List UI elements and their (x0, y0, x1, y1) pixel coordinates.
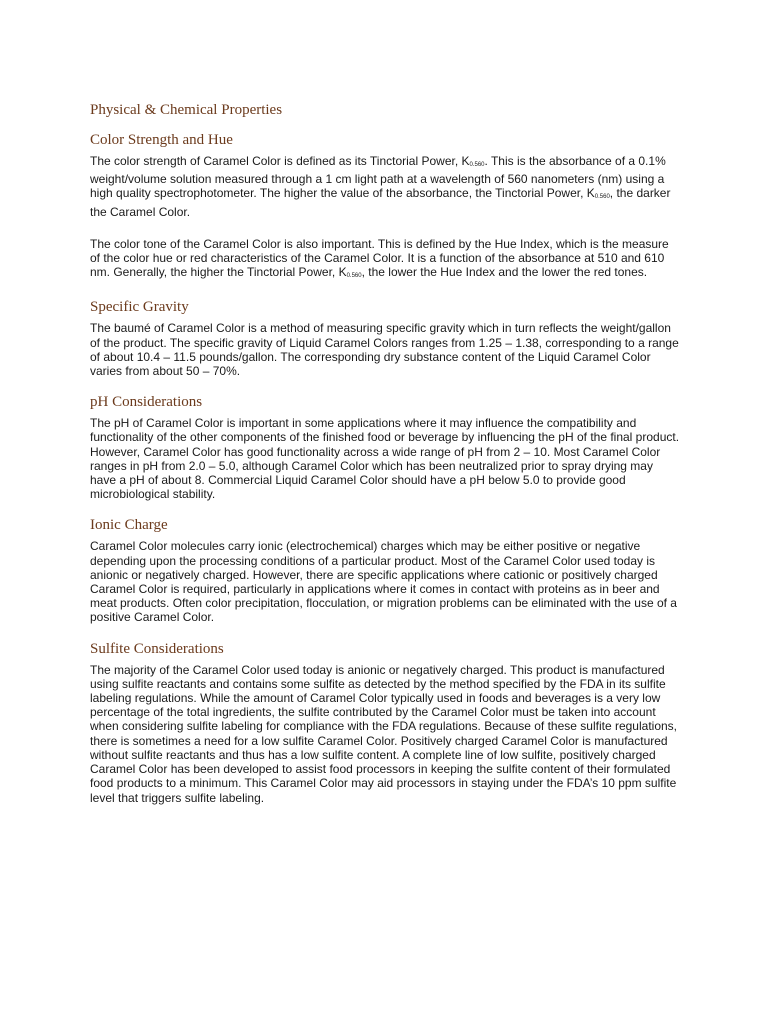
paragraph: The color strength of Caramel Color is defined as its Tinctorial Power, $K_{0.560}$. This is the absorbance of a 0.1% weight/volume solution measured through a 1 cm light path at a wavelength of 560 nanometers (nm) using a high quality spectrophotometer. The higher the value of the absorbance, the Tinctorial Power, $K_{0.560}$, the darker the Caramel Color. (90, 154, 671, 219)
section-ionic-charge (90, 515, 680, 624)
paragraph: Caramel Color molecules carry ionic (electrochemical) charges which may be either positive or negative depending upon the processing conditions of a particular product. Most of the Caramel Color used today is anionic or negatively charged. However, there are specific applications where cationic or positively charged Caramel Color is required, particularly in applications where it comes in contact with proteins as in beer and meat products. Often color precipitation, flocculation, or migration problems can be eliminated with the use of a positive Caramel Color. (90, 539, 677, 625)
section-heading: Color Strength and Hue (90, 132, 233, 148)
section-heading: Ionic Charge (90, 517, 168, 534)
section-heading: pH Considerations (90, 394, 203, 411)
page-title: Physical & Chemical Properties (90, 102, 283, 118)
subscript: 0.560 (594, 194, 610, 201)
paragraph: The pH of Caramel Color is important in some applications where it may influence the compatibility and functionality of the other components of the finished food or beverage by influencing the pH of the final product. However, Caramel Color has good functionality across a wide range of pH from 2 – 10. Most Caramel Color ranges in pH from 2.0 – 5.0, although Caramel Color which has been neutralized prior to spray drying may have a pH of about 8. Commercial Liquid Caramel Color should have a pH below 5.0 to provide good microbiological stability. (90, 416, 680, 502)
section-color-strength (90, 130, 680, 283)
section-ph-considerations (90, 392, 680, 501)
subscript: 0.560 (346, 273, 362, 280)
section-heading: Sulfite Considerations (90, 640, 224, 657)
document-page (90, 100, 680, 819)
section-specific-gravity (90, 297, 680, 378)
paragraph: The color tone of the Caramel Color is also important. This is defined by the Hue Index, which is the measure of the color hue or red characteristics of the Caramel Color. It is a function of the absorbance at 510 and 610 nm. Generally, the higher the Tinctorial Power, $K_{0.560}$, the lower the Hue Index and the lower the red tones. (90, 236, 669, 280)
section-heading: Specific Gravity (90, 299, 189, 316)
paragraph: The baumé of Caramel Color is a method of measuring specific gravity which in turn reflects the weight/gallon of the product. The specific gravity of Liquid Caramel Colors ranges from 1.25 – 1.38, corresponding to a range of about 10.4 – 11.5 pounds/gallon. The corresponding dry substance content of the Liquid Caramel Color varies from about 50 – 70%. (90, 321, 679, 379)
paragraph: The majority of the Caramel Color used today is anionic or negatively charged. This product is manufactured using sulfite reactants and contains some sulfite as detected by the method specified by the FDA in its sulfite labeling regulations. While the amount of Caramel Color typically used in foods and beverages is a very low percentage of the total ingredients, the sulfite contributed by the Caramel Color must be taken into account when considering sulfite labeling for compliance with the FDA regulations. Because of these sulfite regulations, there is sometimes a need for a low sulfite Caramel Color. Positively charged Caramel Color is manufactured without sulfite reactants and thus has a low sulfite content. A complete line of low sulfite, positively charged Caramel Color has been developed to assist food processors in keeping the sulfite content of their formulated food products to a minimum. This Caramel Color may aid processors in staying under the FDA’s 10 ppm sulfite level that triggers sulfite labeling. (90, 662, 677, 805)
section-sulfite-considerations (90, 639, 680, 805)
subscript: 0.560 (469, 162, 485, 168)
